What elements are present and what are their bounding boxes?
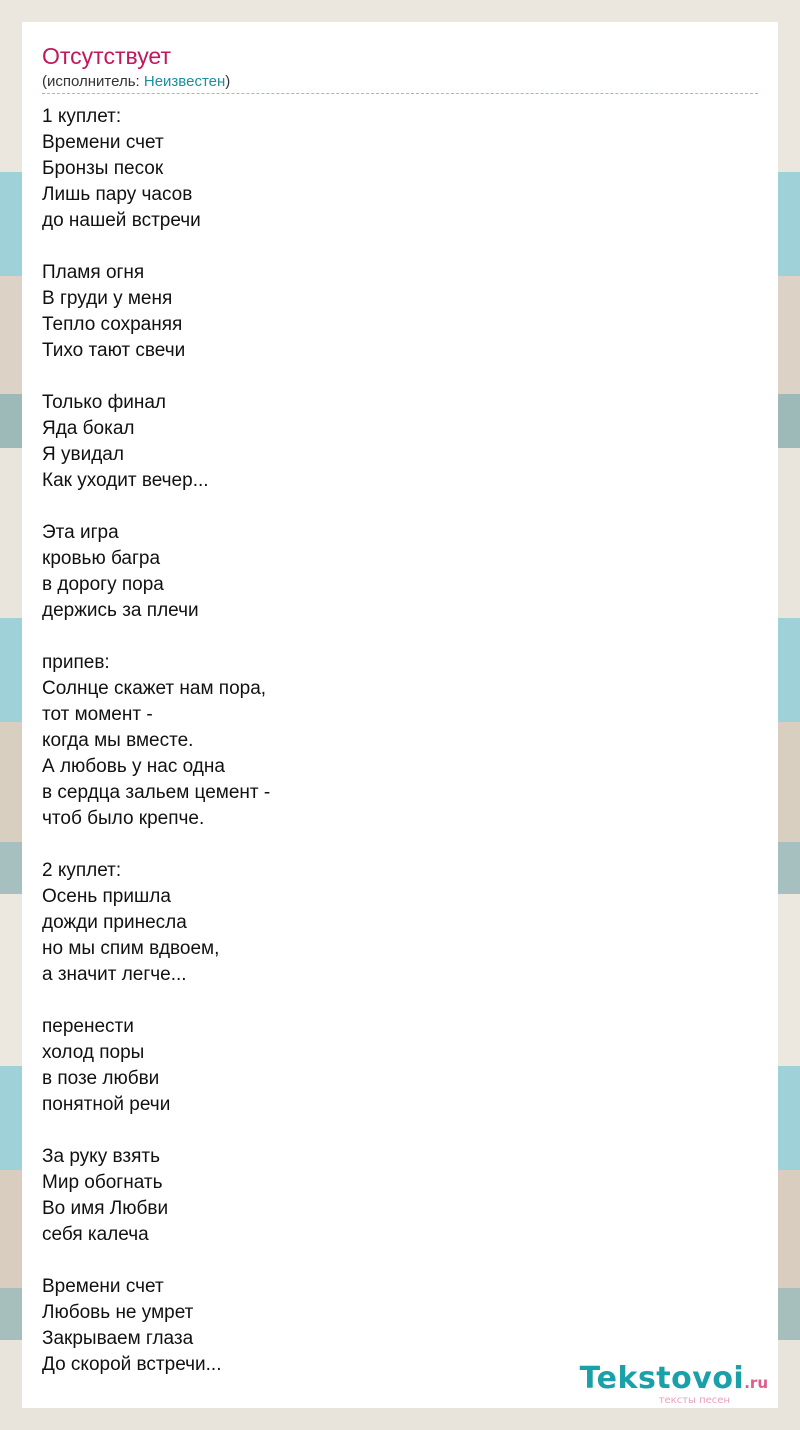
logo-subtitle: тексты песен	[658, 1395, 730, 1406]
logo-name: Tekstovoi	[579, 1361, 745, 1396]
lyrics-card	[22, 22, 778, 1408]
site-logo[interactable]	[579, 1361, 768, 1407]
lyrics-text: 1 куплет: Времени счет Бронзы песок Лишь пару часов до нашей встречи Пламя огня В груди у меня Тепло сохраняя Тихо тают свечи Только финал Яда бокал Я увидал Как уходит вечер... Эта игра кровью багра в дорогу пора держись за плечи припев: Солнце скажет нам пора, тот момент - когда мы вместе. А любовь у нас одна в сердца зальем цемент - чтоб было крепче. 2 куплет: Осень пришла дожди принесла но мы спим вдвоем, а значит легче... перенести холод поры в позе любви понятной речи За руку взять Мир обогнать Во имя Любви себя калеча Времени счет Любовь не умрет Закрываем глаза До скорой встречи...	[42, 106, 271, 1375]
performer-prefix: (исполнитель:	[42, 73, 144, 90]
performer-link[interactable]: Неизвестен	[143, 73, 226, 90]
performer-line	[42, 73, 230, 91]
logo-wordmark	[579, 1361, 768, 1398]
logo-tld: .ru	[744, 1374, 768, 1392]
song-title: Отсутствует	[42, 43, 171, 69]
performer-suffix: )	[225, 73, 231, 90]
title-divider	[42, 93, 758, 94]
